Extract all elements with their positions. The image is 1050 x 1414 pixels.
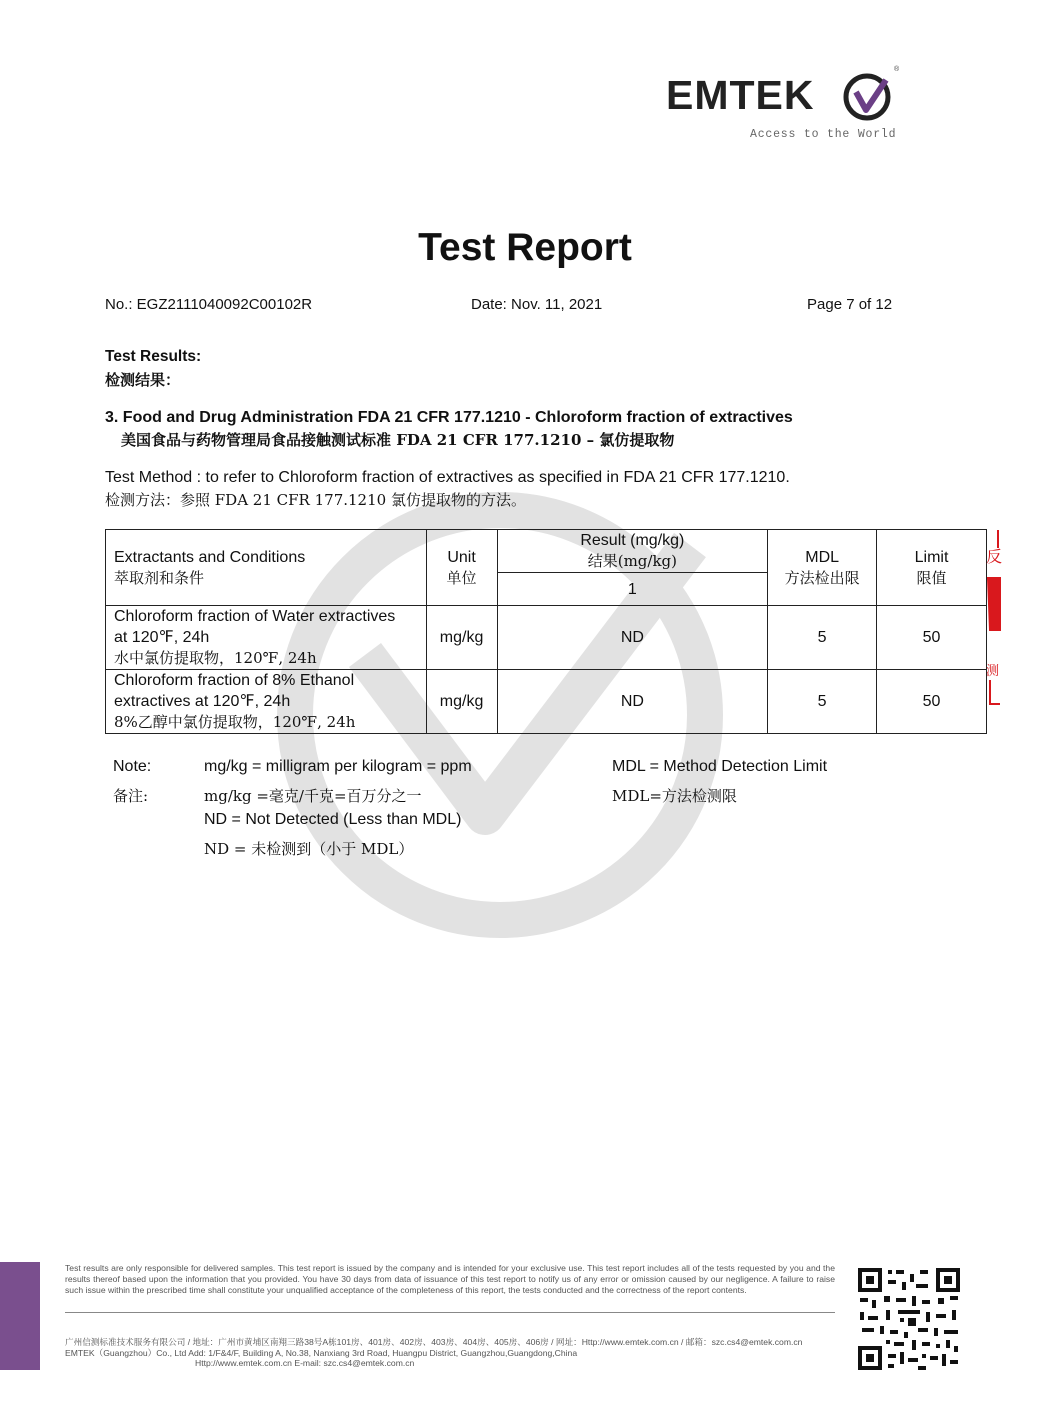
note-mdl-en: MDL = Method Detection Limit	[612, 758, 828, 775]
header-mdl-en: MDL	[805, 548, 840, 566]
row-unit: mg/kg	[426, 606, 497, 670]
brand-tagline: Access to the World	[750, 128, 897, 141]
brand-name: EMTEK	[666, 72, 815, 118]
row-limit: 50	[877, 606, 987, 670]
emtek-logo	[662, 64, 902, 148]
section-title-cn: 美国食品与药物管理局食品接触测试标准 FDA 21 CFR 177.1210 – 氯仿提取物	[121, 431, 675, 449]
checkmark-circle-icon	[842, 70, 894, 122]
header-result-cn: 结果(mg/kg)	[587, 552, 677, 570]
header-limit	[877, 530, 987, 606]
row-extractant-line1: Chloroform fraction of Water extractives	[114, 608, 396, 625]
note-label-cn: 备注:	[113, 787, 149, 805]
header-unit-cn: 单位	[446, 568, 477, 587]
header-unit-en: Unit	[447, 548, 476, 566]
table-row	[106, 670, 987, 734]
note-ppm-cn: mg/kg =毫克/千克=百万分之一	[204, 787, 422, 805]
header-mdl-cn: 方法检出限	[784, 568, 860, 587]
row-result: ND	[497, 670, 768, 734]
results-heading-en: Test Results:	[105, 348, 202, 365]
footer-web-email: Http://www.emtek.com.cn E-mail: szc.cs4@emtek.com.cn	[195, 1358, 415, 1368]
header-limit-cn: 限值	[916, 568, 947, 587]
row-extractant-cn: 8%乙醇中氯仿提取物，120℉, 24h	[114, 713, 356, 731]
table-header-row	[106, 530, 987, 573]
results-table	[105, 529, 987, 734]
row-extractant	[106, 670, 427, 734]
header-sample-number: 1	[497, 573, 768, 606]
row-extractant-line2: extractives at 120℉, 24h	[114, 693, 291, 710]
footer-disclaimer: Test results are only responsible for delivered samples. This test report is issued by the company and is intended for your exclusive use. This test report includes all of the tests requested by you and the results thereof based upon the information that you provided. You have 30 days from data of issuance of this test report to notify us of any error or omission caused by our negligence. A failure to raise such issue within the prescribed time shall constitute your unqualified acceptance of the completeness of this report, the tests conducted and the correctness of the report contents.	[65, 1263, 835, 1295]
row-mdl: 5	[768, 670, 877, 734]
note-ppm-en: mg/kg = milligram per kilogram = ppm	[204, 758, 472, 775]
header-result-en: Result (mg/kg)	[580, 532, 685, 549]
report-date: Date: Nov. 11, 2021	[471, 296, 603, 313]
footer-address-en: EMTEK（Guangzhou）Co., Ltd Add: 1/F&4/F, Building A, No.38, Nanxiang 3rd Road, Huangpu District, Guangzhou,Guangdong,China	[65, 1348, 578, 1358]
table-row	[106, 606, 987, 670]
page-title: Test Report	[418, 226, 632, 269]
footer-address-cn: 广州信测标准技术服务有限公司 / 地址：广州市黄埔区南翔三路38号A栋101房、401房、402房、403房、404房、405房、406房 / 网址：Http://www.emtek.com.cn / 邮箱：szc.cs4@emtek.com.cn	[65, 1337, 803, 1347]
row-limit: 50	[877, 670, 987, 734]
row-unit: mg/kg	[426, 670, 497, 734]
official-seal-edge	[984, 530, 1003, 710]
footer-divider	[65, 1312, 835, 1313]
seal-text-1: 反	[986, 547, 1003, 566]
results-heading-cn: 检测结果：	[105, 371, 181, 389]
row-extractant	[106, 606, 427, 670]
row-extractant-line2: at 120℉, 24h	[114, 629, 210, 646]
report-number: No.: EGZ2111040092C00102R	[105, 296, 313, 313]
header-limit-en: Limit	[914, 548, 949, 566]
qr-code-icon	[856, 1266, 962, 1372]
row-result: ND	[497, 606, 768, 670]
page-number: Page 7 of 12	[807, 296, 893, 313]
header-extractants-en: Extractants and Conditions	[114, 548, 306, 566]
trademark-symbol: ®	[894, 66, 900, 73]
header-mdl	[768, 530, 877, 606]
note-label-en: Note:	[113, 758, 152, 775]
header-unit	[426, 530, 497, 606]
footer-accent-bar	[0, 1262, 40, 1370]
header-result	[497, 530, 768, 573]
note-mdl-cn: MDL=方法检测限	[612, 787, 737, 805]
note-nd-cn: ND = 未检测到（小于 MDL）	[204, 840, 414, 858]
header-extractants-cn: 萃取剂和条件	[114, 568, 205, 587]
row-extractant-line1: Chloroform fraction of 8% Ethanol	[114, 672, 355, 689]
header-extractants	[106, 530, 427, 606]
seal-text-2: 测	[986, 664, 1000, 679]
section-title-en: 3. Food and Drug Administration FDA 21 CFR 177.1210 - Chloroform fraction of extractives	[105, 409, 793, 426]
row-extractant-cn: 水中氯仿提取物，120℉, 24h	[114, 649, 317, 667]
row-mdl: 5	[768, 606, 877, 670]
test-method-en: Test Method : to refer to Chloroform fraction of extractives as specified in FDA 21 CFR 177.1210.	[105, 469, 790, 486]
note-nd-en: ND = Not Detected (Less than MDL)	[204, 811, 462, 828]
test-method-cn: 检测方法：参照 FDA 21 CFR 177.1210 氯仿提取物的方法。	[105, 491, 526, 509]
